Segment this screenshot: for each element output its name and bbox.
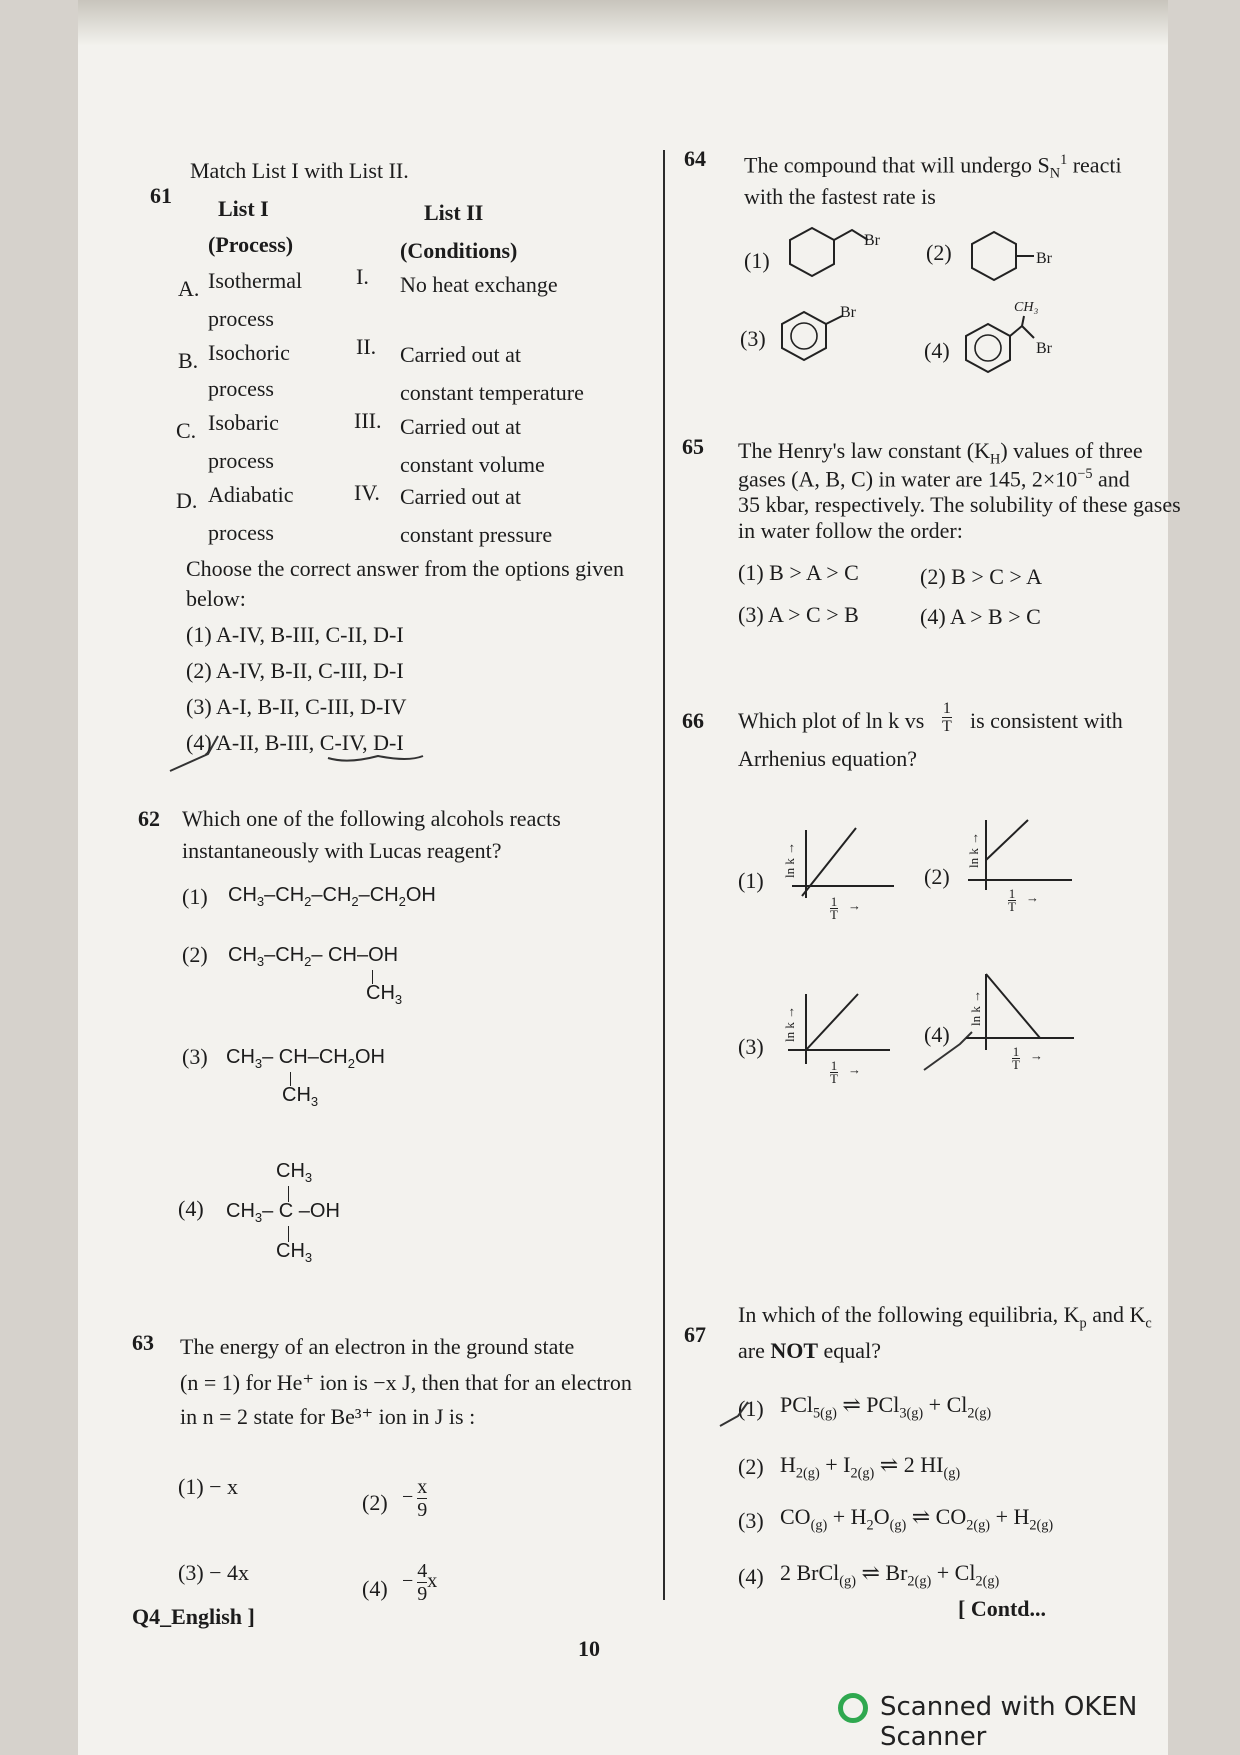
list1-subheading: (Process) bbox=[208, 232, 294, 257]
process-name: process bbox=[208, 520, 274, 545]
stem-text-end: and bbox=[1092, 466, 1130, 492]
stem-text: In which of the following equilibria, K bbox=[738, 1302, 1080, 1327]
list2-heading: List II bbox=[424, 200, 484, 225]
stem-text-end: and K bbox=[1092, 1302, 1146, 1327]
handwritten-tick-mark bbox=[718, 1392, 758, 1432]
methyl-branch: $CH_3$ bbox=[366, 982, 403, 1007]
bromine-label: Br bbox=[864, 232, 880, 249]
bromine-label: Br bbox=[1036, 340, 1052, 357]
equilibrium-2: $H_{2(g)} + I_{2(g)}$ ⇌ 2 $HI_{(g)}$ bbox=[780, 1452, 961, 1482]
match-roman: I. bbox=[356, 264, 369, 289]
option-3-label[interactable]: (3) bbox=[738, 1034, 764, 1059]
option-2[interactable]: (2) B > C > A bbox=[920, 564, 1042, 589]
scanner-watermark: Scanned with OKEN Scanner bbox=[880, 1692, 1138, 1752]
question-number: 65 bbox=[682, 434, 704, 459]
condition-text: No heat exchange bbox=[400, 272, 558, 297]
equilibrium-1: PCl$_{5(g)}$ ⇌ $PCl_{3(g)} + Cl_{2(g)}$ bbox=[780, 1392, 992, 1422]
question-stem: instantaneously with Lucas reagent? bbox=[182, 838, 502, 863]
question-stem: with the fastest rate is bbox=[744, 184, 936, 209]
one-over-t-fraction: 1 T bbox=[942, 700, 952, 735]
match-roman: II. bbox=[356, 334, 377, 359]
cyclohexylmethyl-bromide-structure bbox=[784, 222, 894, 282]
stem-text-end: reacti bbox=[1072, 152, 1122, 178]
bromine-label: Br bbox=[1036, 250, 1052, 267]
footer-contd: [ Contd... bbox=[958, 1596, 1047, 1621]
match-key: A. bbox=[178, 276, 200, 301]
methyl-bottom: $CH_3$ bbox=[276, 1240, 313, 1265]
scanner-logo-icon bbox=[838, 1693, 868, 1723]
condition-text: constant temperature bbox=[400, 380, 584, 405]
option-4-label[interactable]: (4) bbox=[924, 338, 950, 363]
question-stem: In which of the following equilibria, $K_p$ and $K_c$ bbox=[738, 1302, 1152, 1332]
option-2-label[interactable]: (2) bbox=[926, 240, 952, 265]
option-4-formula: $CH_3-$ C –OH bbox=[226, 1200, 340, 1225]
process-name: process bbox=[208, 448, 274, 473]
exam-page bbox=[78, 0, 1181, 1755]
question-number: 67 bbox=[684, 1322, 706, 1347]
match-key: B. bbox=[178, 348, 199, 373]
option-4-label[interactable]: (4) bbox=[362, 1576, 388, 1601]
stem-text-end: ) values of three bbox=[1000, 438, 1143, 463]
match-roman: IV. bbox=[354, 480, 380, 505]
option-2-formula: $CH_3-CH_2-$ CH–OH bbox=[228, 944, 399, 969]
process-name: Adiabatic bbox=[208, 482, 294, 507]
x-axis-fraction: 1 T bbox=[1012, 1044, 1020, 1072]
stem-text: The Henry's law constant (K bbox=[738, 438, 991, 463]
match-roman: III. bbox=[354, 408, 382, 433]
question-stem: Which plot of ln k vs bbox=[738, 708, 925, 733]
option-4-label[interactable]: (4) bbox=[178, 1196, 204, 1221]
option-2[interactable]: (2) A-IV, B-II, C-III, D-I bbox=[186, 658, 404, 683]
option-4[interactable]: (4) A > B > C bbox=[920, 604, 1041, 629]
y-axis-label: ln k → bbox=[782, 1005, 797, 1042]
list1-heading: List I bbox=[218, 196, 269, 221]
x-axis-arrow: → bbox=[848, 898, 861, 913]
stem-text: are bbox=[738, 1338, 765, 1363]
handwritten-tick-mark bbox=[168, 726, 428, 776]
process-name: Isobaric bbox=[208, 410, 279, 435]
option-4[interactable]: (4) A-II, B-III, C-IV, D-I bbox=[186, 730, 404, 755]
methyl-top: $CH_3$ bbox=[276, 1160, 313, 1185]
x-axis-fraction: 1 T bbox=[1008, 886, 1016, 914]
footer-paper-code: Q4_English ] bbox=[132, 1604, 255, 1629]
option-1-label[interactable]: (1) bbox=[744, 248, 770, 273]
option-3-label[interactable]: (3) bbox=[738, 1508, 764, 1533]
option-2-label[interactable]: (2) bbox=[362, 1490, 388, 1515]
option-1[interactable]: (1) A-IV, B-III, C-II, D-I bbox=[186, 622, 404, 647]
condition-text: Carried out at bbox=[400, 484, 521, 509]
question-stem: 35 kbar, respectively. The solubility of these gases bbox=[738, 492, 1181, 517]
x-axis-arrow: → bbox=[848, 1062, 861, 1077]
question-stem-end: is consistent with bbox=[970, 708, 1123, 733]
option-1-label[interactable]: (1) bbox=[182, 884, 208, 909]
question-number: 64 bbox=[684, 146, 706, 171]
question-stem: in n = 2 state for Be³⁺ ion in J is : bbox=[180, 1404, 476, 1429]
question-stem: The compound that will undergo $S_N^1$ reacti bbox=[744, 152, 1122, 182]
y-axis-label: ln k → bbox=[968, 989, 983, 1026]
option-1[interactable]: (1) − x bbox=[178, 1474, 239, 1499]
question-number: 61 bbox=[150, 183, 172, 208]
process-name: process bbox=[208, 376, 274, 401]
bromine-label: Br bbox=[840, 304, 856, 321]
stem-text: The compound that will undergo S bbox=[744, 152, 1050, 178]
x-axis-arrow: → bbox=[1026, 890, 1039, 905]
question-stem: gases (A, B, C) in water are 145, $2\times 10^{-5}$ and bbox=[738, 466, 1130, 492]
option-3-formula: $CH_3-$ $CH-CH_2OH$ bbox=[226, 1046, 385, 1071]
match-key: D. bbox=[176, 488, 198, 513]
page-number: 10 bbox=[578, 1636, 600, 1661]
condition-text: constant volume bbox=[400, 452, 545, 477]
methyl-label: CH₃ bbox=[1014, 300, 1039, 315]
question-stem: Arrhenius equation? bbox=[738, 746, 917, 771]
stem-text: gases (A, B, C) in water are 145, 2×10 bbox=[738, 466, 1078, 492]
question-stem: Which one of the following alcohols reacts bbox=[182, 806, 561, 831]
y-axis-label: ln k → bbox=[782, 841, 797, 878]
option-2-label[interactable]: (2) bbox=[924, 864, 950, 889]
option-1[interactable]: (1) B > A > C bbox=[738, 560, 859, 585]
question-stem: in water follow the order: bbox=[738, 518, 963, 543]
x-axis-fraction: 1 T bbox=[830, 894, 838, 922]
question-stem: Match List I with List II. bbox=[190, 158, 409, 183]
option-4-label[interactable]: (4) bbox=[738, 1564, 764, 1589]
equilibrium-4: 2 BrCl$_{(g)}$ ⇌ $Br_{2(g)} + Cl_{2(g)}$ bbox=[780, 1560, 1000, 1590]
list2-subheading: (Conditions) bbox=[400, 238, 518, 263]
x-axis-arrow: → bbox=[1030, 1048, 1043, 1063]
option-1-label[interactable]: (1) bbox=[738, 868, 764, 893]
question-stem: The Henry's law constant $(K_H)$ values of three bbox=[738, 438, 1143, 468]
option-3-label[interactable]: (3) bbox=[740, 326, 766, 351]
equilibrium-3: $CO_{(g)} + H_2O_{(g)}$ ⇌ $CO_{2(g)} + H_{2(g)}$ bbox=[780, 1504, 1054, 1534]
stem-text-end: equal? bbox=[823, 1338, 881, 1363]
option-1-formula: $CH_3-CH_2-CH_2-CH_2OH$ bbox=[228, 884, 436, 909]
option-2-fraction: − $\frac{x}{9}$ bbox=[402, 1476, 428, 1521]
scan-shadow bbox=[78, 0, 1168, 46]
match-key: C. bbox=[176, 418, 197, 443]
x-axis-fraction: 1 T bbox=[830, 1058, 838, 1086]
option-2-label[interactable]: (2) bbox=[738, 1454, 764, 1479]
condition-text: Carried out at bbox=[400, 414, 521, 439]
process-name: process bbox=[208, 306, 274, 331]
y-axis-label: ln k → bbox=[966, 831, 981, 868]
instruction: Choose the correct answer from the options given bbox=[186, 556, 625, 581]
emphasis-not: NOT bbox=[770, 1338, 819, 1363]
option-4-fraction: − $\frac{4}{9}$ x bbox=[402, 1560, 438, 1605]
condition-text: Carried out at bbox=[400, 342, 521, 367]
question-stem bbox=[738, 1338, 881, 1364]
option-3[interactable]: (3) − 4x bbox=[178, 1560, 250, 1585]
question-number: 63 bbox=[132, 1330, 154, 1355]
condition-text: constant pressure bbox=[400, 522, 553, 547]
option-1-label[interactable]: (1) bbox=[738, 1396, 764, 1421]
question-stem: The energy of an electron in the ground state bbox=[180, 1334, 575, 1359]
question-number: 62 bbox=[138, 806, 160, 831]
methyl-branch: $CH_3$ bbox=[282, 1084, 319, 1109]
option-3-label[interactable]: (3) bbox=[182, 1044, 208, 1069]
option-4-label[interactable]: (4) bbox=[924, 1022, 950, 1047]
option-3[interactable]: (3) A > C > B bbox=[738, 602, 859, 627]
option-3[interactable]: (3) A-I, B-II, C-III, D-IV bbox=[186, 694, 407, 719]
process-name: Isothermal bbox=[208, 268, 303, 293]
question-number: 66 bbox=[682, 708, 704, 733]
column-divider bbox=[663, 150, 665, 1600]
instruction: below: bbox=[186, 586, 246, 611]
question-stem: (n = 1) for He⁺ ion is −x J, then that for an electron bbox=[180, 1370, 632, 1395]
process-name: Isochoric bbox=[208, 340, 290, 365]
option-2-label[interactable]: (2) bbox=[182, 942, 208, 967]
